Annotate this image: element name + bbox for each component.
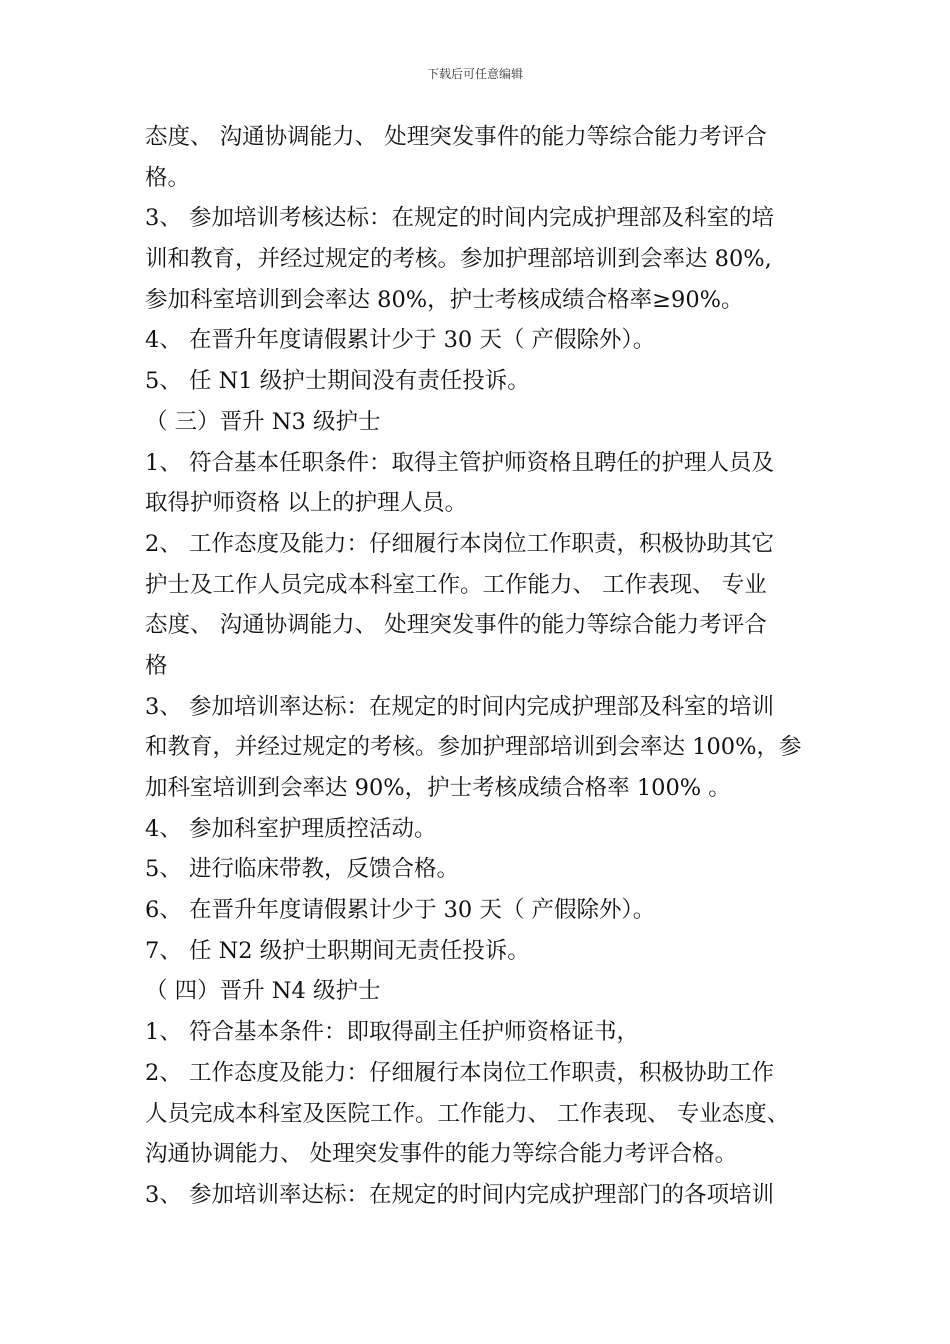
text-line: 3、 参加培训率达标：在规定的时间内完成护理部门的各项培训 [145,1181,774,1208]
text-line: 护士及工作人员完成本科室工作。工作能力、 工作表现、 专业 [145,571,767,598]
text-line: 2、 工作态度及能力：仔细履行本岗位工作职责，积极协助其它 [145,530,774,557]
text-line: 参加科室培训到会率达 80%，护士考核成绩合格率≥90%。 [145,286,744,313]
text-line: 3、 参加培训考核达标：在规定的时间内完成护理部及科室的培 [145,205,774,232]
section-heading: （ 三）晋升 N3 级护士 [145,408,381,435]
text-line: 7、 任 N2 级护士职期间无责任投诉。 [145,937,530,964]
text-line: 4、 参加科室护理质控活动。 [145,815,437,842]
text-line: 3、 参加培训率达标：在规定的时间内完成护理部及科室的培训 [145,693,774,720]
text-line: 沟通协调能力、 处理突发事件的能力等综合能力考评合格。 [145,1141,738,1168]
text-line: 加科室培训到会率达 90%，护士考核成绩合格率 100% 。 [145,775,731,801]
text-line: 态度、 沟通协调能力、 处理突发事件的能力等综合能力考评合 [145,124,767,150]
text-line: 格。 [145,164,191,191]
text-line: 6、 在晋升年度请假累计少于 30 天（ 产假除外）。 [145,897,656,924]
text-line: 2、 工作态度及能力：仔细履行本岗位工作职责，积极协助工作 [145,1059,774,1086]
text-line: 1、 符合基本条件：即取得副主任护师资格证书， [145,1019,639,1046]
text-line: 取得护师资格 以上的护理人员。 [145,490,468,517]
section-heading: （ 四）晋升 N4 级护士 [145,978,381,1005]
page-header: 下载后可任意编辑 [426,67,523,81]
text-line: 态度、 沟通协调能力、 处理突发事件的能力等综合能力考评合 [145,612,767,639]
text-line: 格 [145,652,168,679]
document-body [145,117,820,1216]
text-line: 4、 在晋升年度请假累计少于 30 天（ 产假除外）。 [145,327,656,354]
text-line: 1、 符合基本任职条件：取得主管护师资格且聘任的护理人员及 [145,449,774,476]
text-line: 5、 进行临床带教，反馈合格。 [145,856,459,883]
text-line: 训和教育，并经过规定的考核。参加护理部培训到会率达 80%, [145,246,772,273]
text-line: 人员完成本科室及医院工作。工作能力、 工作表现、 专业态度、 [145,1100,790,1127]
text-line: 和教育，并经过规定的考核。参加护理部培训到会率达 100%，参 [145,734,802,761]
text-line: 5、 任 N1 级护士期间没有责任投诉。 [145,368,530,395]
